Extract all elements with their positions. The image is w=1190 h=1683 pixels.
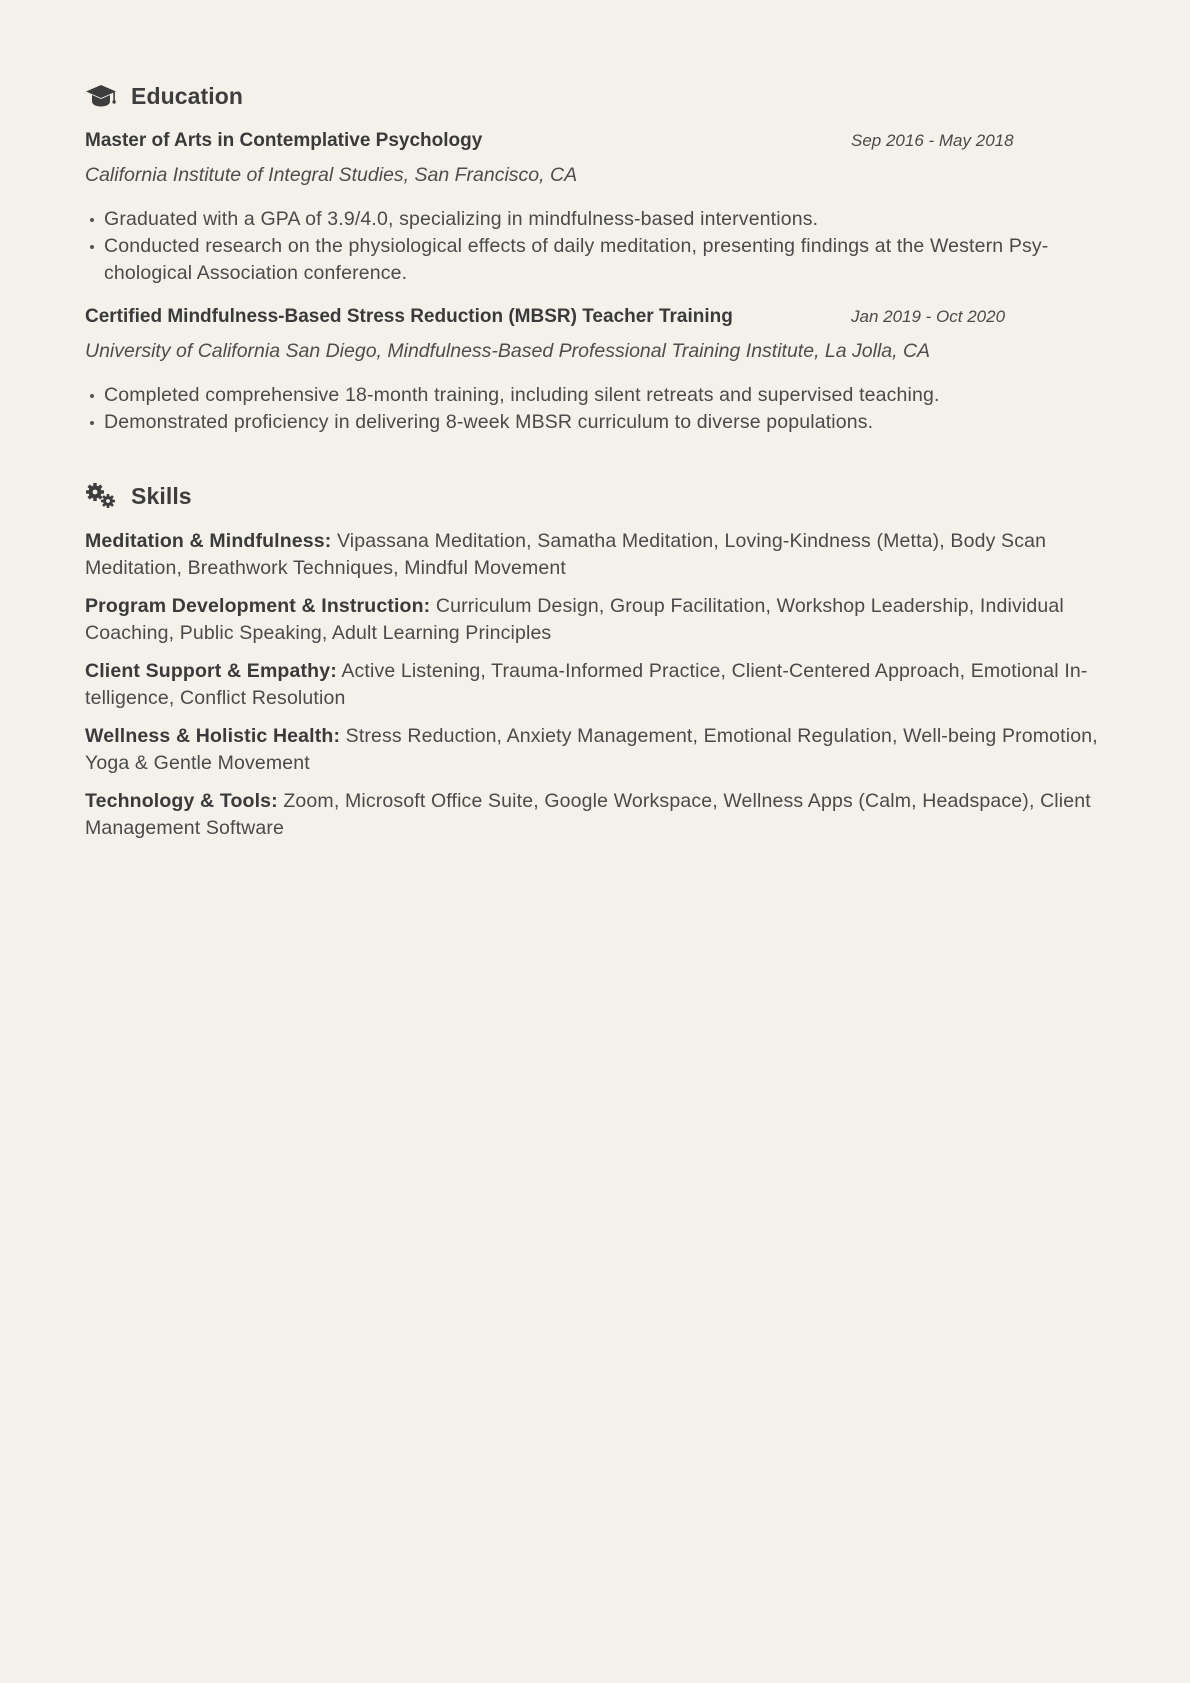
entry-dates: Sep 2016 - May 2018 — [851, 131, 1014, 150]
skills-header — [85, 478, 1110, 514]
education-entry — [85, 124, 1110, 287]
skill-category: Program Development & Instruction: — [85, 595, 431, 617]
skills-title: Skills — [131, 482, 192, 509]
bullet-list — [85, 382, 1110, 436]
skill-row — [85, 593, 1110, 647]
list-item: Demonstrated proficiency in delivering 8-week MBSR curriculum to diverse populations. — [104, 409, 1110, 436]
skill-category: Client Support & Empathy: — [85, 660, 337, 682]
education-entry — [85, 300, 1110, 436]
skill-row — [85, 528, 1110, 582]
education-title: Education — [131, 82, 244, 109]
skill-values: Stress Reduction, Anxiety Management, Emotional Regulation, Well-being Promotion, Yoga & Gentle Movement — [85, 725, 1098, 774]
education-header — [85, 78, 1110, 114]
entry-head — [85, 124, 1110, 158]
skills-list — [85, 528, 1110, 842]
entry-head — [85, 300, 1110, 334]
skill-category: Wellness & Holistic Health: — [85, 725, 341, 747]
gears-icon — [85, 481, 117, 511]
institution: University of California San Diego, Mindfulness-Based Professional Training Institute, La Jolla, CA — [85, 340, 931, 362]
list-item: Conducted research on the physiological effects of daily meditation, presenting findings at the Western Psy-chological Association conference. — [104, 233, 1094, 287]
entry-dates: Jan 2019 - Oct 2020 — [851, 307, 1006, 326]
list-item: Graduated with a GPA of 3.9/4.0, specializing in mindfulness-based interventions. — [104, 206, 1110, 233]
list-item: Completed comprehensive 18-month training, including silent retreats and supervised teaching. — [104, 382, 1110, 409]
skill-category: Meditation & Mindfulness: — [85, 530, 332, 552]
skill-values: Active Listening, Trauma-Informed Practice, Client-Centered Approach, Emotional In-telligence, Conflict Resolution — [85, 660, 1088, 709]
degree-title: Master of Arts in Contemplative Psychology — [85, 130, 483, 151]
graduation-cap-icon — [85, 81, 117, 111]
skills-section — [85, 478, 1110, 853]
institution: California Institute of Integral Studies, San Francisco, CA — [85, 164, 578, 186]
education-section — [85, 78, 1110, 436]
degree-title: Certified Mindfulness-Based Stress Reduction (MBSR) Teacher Training — [85, 306, 733, 327]
skill-values: Curriculum Design, Group Facilitation, Workshop Leadership, Individual Coaching, Public Speaking, Adult Learning Principles — [85, 595, 1064, 644]
skill-row — [85, 723, 1110, 777]
skill-category: Technology & Tools: — [85, 790, 278, 812]
bullet-list — [85, 206, 1110, 287]
skill-row — [85, 788, 1110, 842]
skill-values: Vipassana Meditation, Samatha Meditation, Loving-Kindness (Metta), Body Scan Meditation, Breathwork Techniques, Mindful Movement — [85, 530, 1047, 579]
skill-values: Zoom, Microsoft Office Suite, Google Workspace, Wellness Apps (Calm, Headspace), Client Management Software — [85, 790, 1091, 839]
skill-row — [85, 658, 1110, 712]
